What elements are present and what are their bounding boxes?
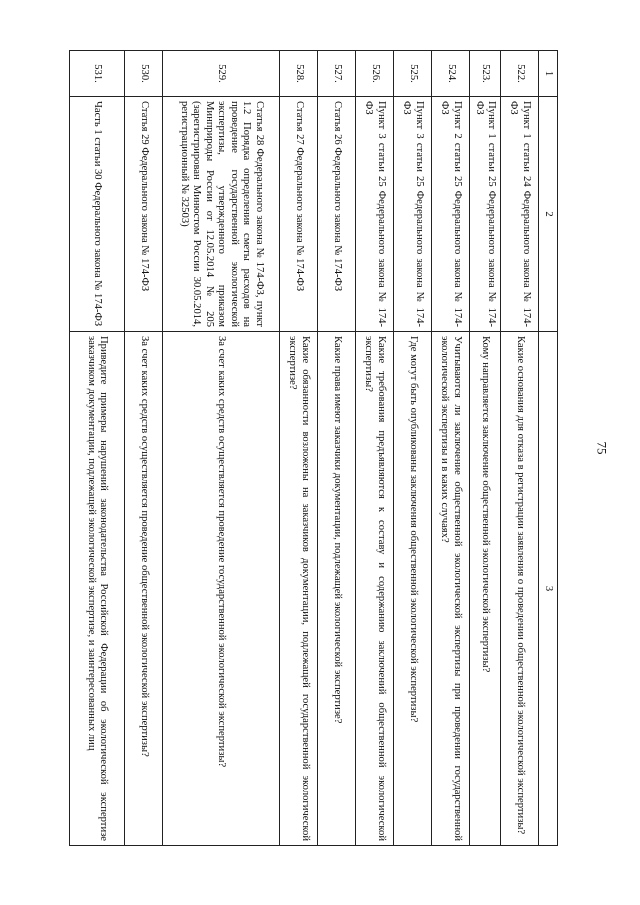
row-number: 527. [318, 51, 356, 97]
row-question: За счет каких средств осуществляется проведение государственной экологической экспертизы? [163, 332, 280, 846]
row-number: 528. [280, 51, 318, 97]
row-source: Пункт 3 статьи 25 Федерального закона № 174-ФЗ [356, 97, 394, 332]
row-question: Какие обязанности возложены на заказчиков документации, подлежащей государственной экологической экспертизе? [280, 332, 318, 846]
table-row [394, 51, 432, 846]
table-row [432, 51, 470, 846]
row-number: 530. [125, 51, 163, 97]
row-source: Пункт 2 статьи 25 Федерального закона № 174-ФЗ [432, 97, 470, 332]
header-col-1: 1 [539, 51, 558, 97]
row-question: Какие требования предъявляются к составу и содержанию заключений общественной экологической экспертизы? [356, 332, 394, 846]
row-source: Статья 26 Федерального закона № 174-ФЗ [318, 97, 356, 332]
row-source: Часть 1 статьи 30 Федерального закона № 174-ФЗ [70, 97, 125, 332]
table-row [501, 51, 539, 846]
row-source: Статья 27 Федерального закона № 174-ФЗ [280, 97, 318, 332]
row-number: 524. [432, 51, 470, 97]
row-source: Статья 28 Федерального закона № 174-ФЗ, пункт 1.2 Порядка определения сметы расходов на проведение государственной экологической экспертизы, утвержденного приказом Минприроды России от 12.05.2014 № 205 (зарегистрирован Минюстом России 30.05.2014, регистрационный № 32503) [163, 97, 280, 332]
table-sheet [83, 50, 558, 845]
row-question: Какие основания для отказа в регистрации заявления о проведении общественной экологической экспертизы? [501, 332, 539, 846]
row-question: Какие права имеют заказчики документации, подлежащей экологической экспертизе? [318, 332, 356, 846]
row-question: Кому направляется заключение общественной экологической экспертизы? [470, 332, 501, 846]
questions-table [69, 50, 558, 846]
header-col-3: 3 [539, 332, 558, 846]
table-row [125, 51, 163, 846]
row-question: Приведите примеры нарушений законодательства Российской Федерации об экологической экспертизе заказчиком документации, подлежащей экологической экспертизе, и заинтересованных лиц [70, 332, 125, 846]
table-row [280, 51, 318, 846]
row-question: Где могут быть опубликованы заключения общественной экологической экспертизы? [394, 332, 432, 846]
table-row [356, 51, 394, 846]
header-col-2: 2 [539, 97, 558, 332]
table-row [470, 51, 501, 846]
table-header-row [539, 51, 558, 846]
table-row [318, 51, 356, 846]
rotated-table-frame [83, 50, 558, 845]
page-number: 75 [594, 441, 610, 455]
row-question: За счет каких средств осуществляется проведение общественной экологической экспертизы? [125, 332, 163, 846]
row-source: Пункт 1 статьи 24 Федерального закона № 174-ФЗ [501, 97, 539, 332]
row-question: Учитываются ли заключение общественной экологической экспертизы при проведении государственной экологической экспертизы и в каких случаях? [432, 332, 470, 846]
row-number: 525. [394, 51, 432, 97]
row-number: 529. [163, 51, 280, 97]
row-number: 531. [70, 51, 125, 97]
table-row [163, 51, 280, 846]
row-number: 523. [470, 51, 501, 97]
row-source: Пункт 3 статьи 25 Федерального закона № 174-ФЗ [394, 97, 432, 332]
row-number: 526. [356, 51, 394, 97]
row-source: Статья 29 Федерального закона № 174-ФЗ [125, 97, 163, 332]
table-row [70, 51, 125, 846]
row-source: Пункт 1 статьи 25 Федерального закона № 174-ФЗ [470, 97, 501, 332]
row-number: 522. [501, 51, 539, 97]
